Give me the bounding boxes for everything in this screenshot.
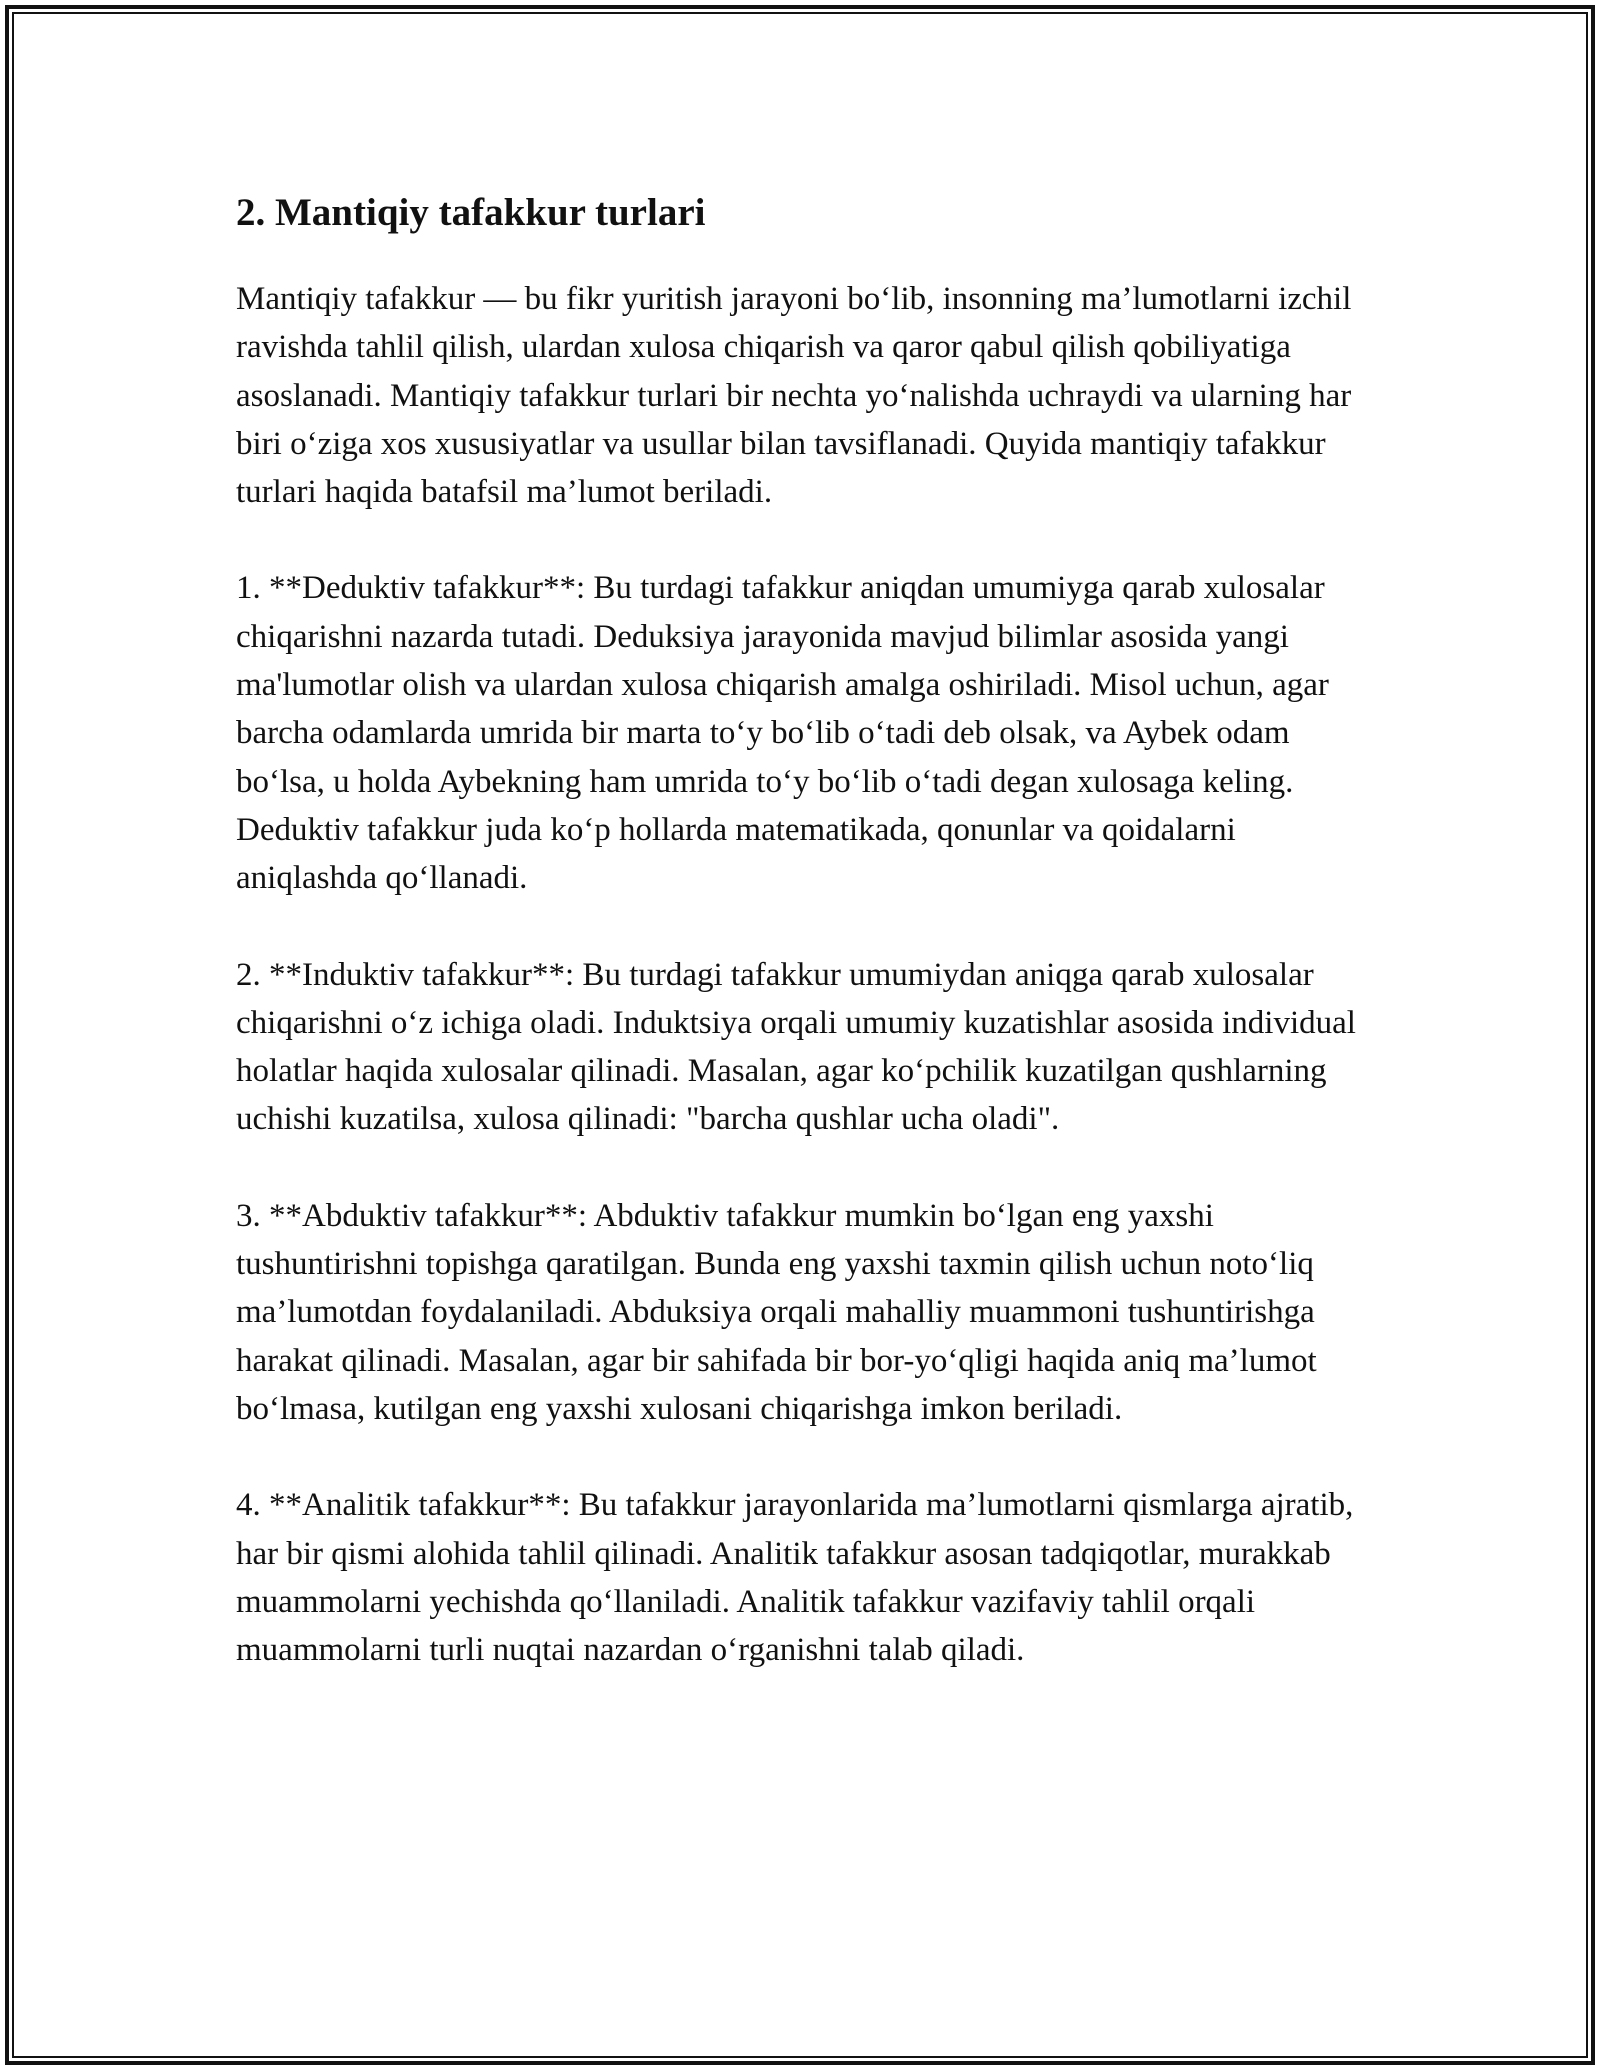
abductive-paragraph: 3. **Abduktiv tafakkur**: Abduktiv tafakkur mumkin bo‘lgan eng yaxshi tushuntirishni topishga qaratilgan. Bunda eng yaxshi taxmin qilish uchun noto‘liq ma’lumotdan foydalaniladi. Abduksiya orqali mahalliy muammoni tushuntirishga harakat qilinadi. Masalan, agar bir sahifada bir bor-yo‘qligi haqida aniq ma’lumot bo‘lmasa, kutilgan eng yaxshi xulosani chiqarishga imkon beriladi. — [236, 1197, 1317, 1427]
document-body — [236, 185, 1376, 1722]
inductive-paragraph: 2. **Induktiv tafakkur**: Bu turdagi tafakkur umumiydan aniqga qarab xulosalar chiqarishni o‘z ichiga oladi. Induktsiya orqali umumiy kuzatishlar asosida individual holatlar haqida xulosalar qilinadi. Masalan, agar ko‘pchilik kuzatilgan qushlarning uchishi kuzatilsa, xulosa qilinadi: "barcha qushlar ucha oladi". — [236, 956, 1356, 1138]
section-heading: 2. Mantiqiy tafakkur turlari — [236, 191, 706, 234]
analytic-paragraph: 4. **Analitik tafakkur**: Bu tafakkur jarayonlarida ma’lumotlarni qismlarga ajratib, har bir qismi alohida tahlil qilinadi. Analitik tafakkur asosan tadqiqotlar, murakkab muammolarni yechishda qo‘llaniladi. Analitik tafakkur vazifaviy tahlil orqali muammolarni turli nuqtai nazardan o‘rganishni talab qiladi. — [236, 1487, 1354, 1669]
intro-paragraph: Mantiqiy tafakkur — bu fikr yuritish jarayoni bo‘lib, insonning ma’lumotlarni izchil ravishda tahlil qilish, ulardan xulosa chiqarish va qaror qabul qilish qobiliyatiga asoslanadi. Mantiqiy tafakkur turlari bir nechta yo‘nalishda uchraydi va ularning har biri o‘ziga xos xususiyatlar va usullar bilan tavsiflanadi. Quyida mantiqiy tafakkur turlari haqida batafsil ma’lumot beriladi. — [236, 281, 1352, 511]
deductive-paragraph: 1. **Deduktiv tafakkur**: Bu turdagi tafakkur aniqdan umumiyga qarab xulosalar chiqarishni nazarda tutadi. Deduksiya jarayonida mavjud bilimlar asosida yangi ma'lumotlar olish va ulardan xulosa chiqarish amalga oshiriladi. Misol uchun, agar barcha odamlarda umrida bir marta to‘y bo‘lib o‘tadi deb olsak, va Aybek odam bo‘lsa, u holda Aybekning ham umrida to‘y bo‘lib o‘tadi degan xulosaga keling. Deduktiv tafakkur juda ko‘p hollarda matematikada, qonunlar va qoidalarni aniqlashda qo‘llanadi. — [236, 570, 1329, 897]
